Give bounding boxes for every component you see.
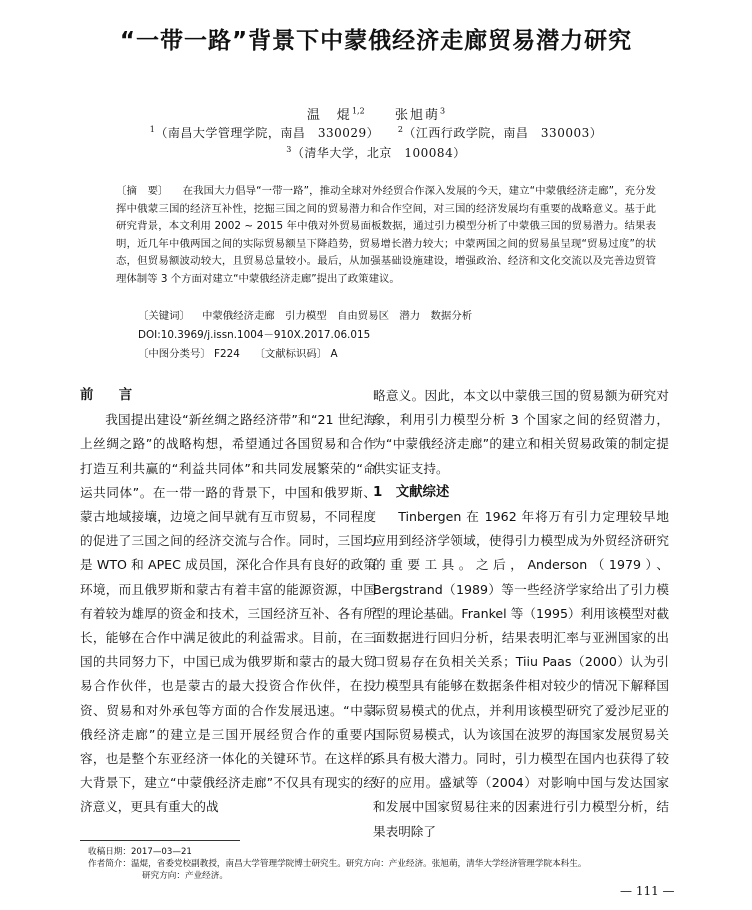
affil-mark-2: 2 (397, 125, 404, 134)
doc-code-label: 〔文献标识码〕 (254, 348, 328, 360)
footnote-author-bio-cont: 研究方向：产业经济。 (142, 871, 228, 881)
author-1: 温 焜 (306, 108, 352, 123)
section-heading-intro: 前 言 (80, 388, 139, 403)
page-number: — 111 — (620, 884, 675, 898)
section-heading-literature: 1 文献综述 (373, 484, 450, 500)
affiliation-2: （江西行政学院，南昌 330003） (403, 126, 603, 140)
affiliation-line-1 (0, 124, 752, 141)
footnote-divider (80, 840, 240, 841)
author-2: 张旭萌 (394, 108, 440, 123)
affiliation-line-2 (0, 144, 752, 161)
keywords-label: 〔关键词〕 (138, 310, 190, 322)
affil-mark-3: 3 (286, 145, 292, 154)
doi-line: DOI:10.3969/j.issn.1004－910X.2017.06.015 (138, 329, 371, 341)
affiliation-3: （清华大学，北京 100084） (291, 146, 466, 160)
clc-value: F224 (214, 348, 240, 360)
author-1-affil-mark: 1,2 (351, 106, 365, 116)
right-column (373, 384, 669, 844)
footnote-author-bio: 作者简介：温焜，省委党校副教授，南昌大学管理学院博士研究生。研究方向：产业经济。张旭萌，清华大学经济管理学院本科生。 (88, 859, 587, 869)
intro-paragraph: 我国提出建设“新丝绸之路经济带”和“21 世纪海上丝绸之路”的战略构想，希望通过各国贸易和合作打造互利共赢的“利益共同体”和共同发展繁荣的“命运共同体”。在一带一路的背景下，中国和俄罗斯、蒙古地域接壤，边境之间早就有互市贸易，不同程度的促进了三国之间的经济交流与合作。同时，三国均是 WTO 和 APEC 成员国，深化合作具有良好的政策环境，而且俄罗斯和蒙古有着丰富的能源资源，中国有着较为雄厚的资金和技术，三国经济互补、各有所长，能够在合作中满足彼此的利益需求。目前，在三国的共同努力下，中国已成为俄罗斯和蒙古的最大贸易合作伙伴，也是蒙古的最大投资合作伙伴，在投资、贸易和对外承包等方面的合作发展迅速。“中蒙俄经济走廊”的建立是三国开展经贸合作的重要内容，也是整个东亚经济一体化的关键环节。在这样的大背景下，建立“中蒙俄经济走廊”不仅具有现实的经济意义，更具有重大的战 (80, 412, 376, 815)
affiliation-1: （南昌大学管理学院，南昌 330029） (155, 126, 380, 140)
intro-paragraph-continued: 略意义。因此，本文以中蒙俄三国的贸易额为研究对象，利用引力模型分析 3 个国家之间的经贸潜力，为“中蒙俄经济走廊”的建立和相关贸易政策的制定提供实证支持。 (373, 388, 669, 476)
author-line (0, 104, 752, 123)
abstract (116, 183, 656, 289)
paper-title: “一带一路”背景下中蒙俄经济走廊贸易潜力研究 (119, 28, 633, 54)
doc-code-value: A (330, 348, 338, 360)
keywords-text: 中蒙俄经济走廊 引力模型 自由贸易区 潜力 数据分析 (201, 310, 473, 322)
left-column (80, 384, 376, 820)
clc-label: 〔中图分类号〕 (138, 348, 211, 360)
affil-mark-1: 1 (149, 125, 156, 134)
literature-paragraph: Tinbergen 在 1962 年将万有引力定理较早地应用到经济学领域，使得引力模型成为外贸经济研究的重要工具。之后，Anderson（1979）、Bergstrand（1989）等一些经济学家给出了引力模型的理论基础。Frankel 等（1995）利用该模型对截面数据进行回归分析，结果表明汇率与亚洲国家的出口贸易存在负相关关系；Tiiu Paas（2000）认为引力模型具有能够在数据条件相对较少的情况下解释国际贸易模式的优点，并利用该模型研究了爱沙尼亚的国际贸易模式，认为该国在波罗的海国家发展贸易关系具有极大潜力。同时，引力模型在国内也获得了较好的应用。盛斌等（2004）对影响中国与发达国家和发展中国家贸易往来的因素进行引力模型分析，结果表明除了 (373, 509, 669, 839)
abstract-text: 在我国大力倡导“一带一路”，推动全球对外经贸合作深入发展的今天，建立“中蒙俄经济走廊”，充分发挥中俄蒙三国的经济互补性，挖掘三国之间的贸易潜力和合作空间，对三国的经济发展均有重要的战略意义。基于此研究背景，本文利用 2002 ~ 2015 年中俄对外贸易面板数据，通过引力模型分析了中蒙俄三国的贸易潜力。结果表明，近几年中俄两国之间的实际贸易额呈下降趋势，贸易增长潜力较大；中蒙两国之间的贸易虽呈现“贸易过度”的状态，但贸易额波动较大，且贸易总量较小。最后，从加强基础设施建设，增强政治、经济和文化交流以及完善边贸管理体制等 3 个方面对建立“中蒙俄经济走廊”提出了政策建议。 (116, 185, 657, 285)
author-2-affil-mark: 3 (439, 106, 446, 116)
keywords-line (138, 308, 658, 325)
footnote-received: 收稿日期：2017—03—21 (88, 847, 192, 857)
abstract-label: 〔摘 要〕 (116, 185, 169, 197)
classification-line (138, 346, 658, 363)
